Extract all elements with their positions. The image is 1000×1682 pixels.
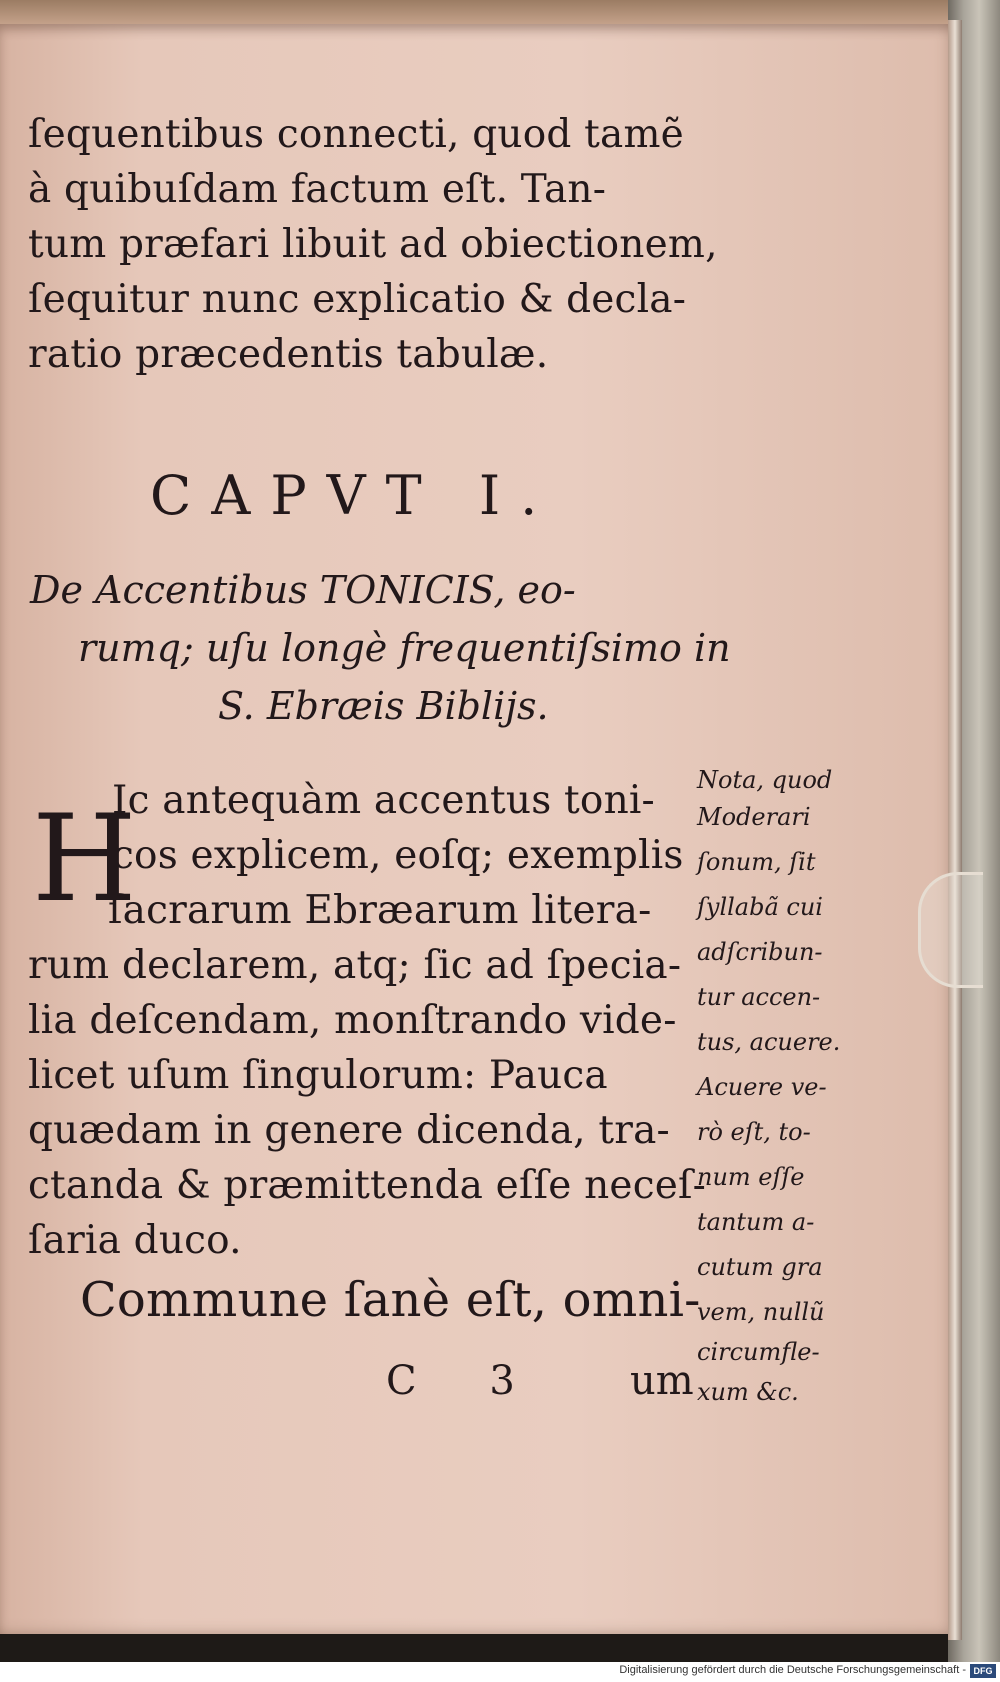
body-line: rum declarem, atq; ſic ad ſpecia- <box>28 943 682 988</box>
signature-mark: C 3 <box>386 1358 545 1404</box>
body-line: licet uſum ſingulorum: Pauca <box>28 1053 608 1098</box>
intro-line: tum præfari libuit ad obiectionem, <box>28 222 718 267</box>
body-line: cos explicem, eoſq; exemplis <box>112 833 684 878</box>
intro-line: ratio præcedentis tabulæ. <box>28 332 549 377</box>
body-line: lia deſcendam, monſtrando vide- <box>28 998 677 1043</box>
margin-note-line: Nota, quod <box>697 766 833 794</box>
body-line: Ic antequàm accentus toni- <box>112 778 655 823</box>
margin-note-line: tus, acuere. <box>697 1028 841 1056</box>
margin-note-line: xum &c. <box>697 1378 799 1406</box>
dfg-logo-icon: DFG <box>970 1664 996 1678</box>
page-edge <box>948 20 962 1640</box>
chapter-heading: CAPVT I. <box>150 464 558 527</box>
intro-line: ſequitur nunc explicatio & decla- <box>28 277 687 322</box>
margin-note-line: num eſſe <box>697 1163 805 1191</box>
intro-line: ſequentibus connecti, quod tamẽ <box>28 112 684 157</box>
margin-note-line: ſonum, ſit <box>697 848 816 876</box>
margin-note-line: Acuere ve- <box>697 1073 827 1101</box>
intro-line: à quibuſdam factum eſt. Tan- <box>28 167 607 212</box>
margin-note-line: rò eſt, to- <box>697 1118 811 1146</box>
body-line: Commune ſanè eſt, omni- <box>80 1272 701 1328</box>
subtitle-line: S. Ebræis Biblijs. <box>218 684 549 728</box>
subtitle-line: De Accentibus TONICIS, eo- <box>30 568 576 612</box>
margin-note-line: cutum gra <box>697 1253 823 1281</box>
footer-credit: Digitalisierung gefördert durch die Deutsche Forschungsgemeinschaft - <box>619 1664 966 1676</box>
book-board-top <box>0 0 955 26</box>
margin-note-line: Moderari <box>697 803 811 831</box>
margin-note-line: vem, nullũ <box>697 1298 825 1326</box>
subtitle-line: rumq; uſu longè frequentiſsimo in <box>78 626 731 670</box>
margin-note-line: tantum a- <box>697 1208 815 1236</box>
body-line: quædam in genere dicenda, tra- <box>28 1108 670 1153</box>
margin-note-line: circumfle- <box>697 1338 820 1366</box>
body-line: ſaria duco. <box>28 1218 242 1263</box>
margin-note-line: tur accen- <box>697 983 821 1011</box>
body-line: ſacrarum Ebræarum litera- <box>108 888 652 933</box>
body-line: ctanda & præmittenda eſſe neceſ- <box>28 1163 707 1208</box>
page-clip <box>918 872 983 988</box>
catchword: um <box>630 1358 694 1404</box>
drop-cap: H <box>32 790 137 929</box>
margin-note-line: adſcribun- <box>697 938 823 966</box>
margin-note-line: ſyllabã cui <box>697 893 823 921</box>
